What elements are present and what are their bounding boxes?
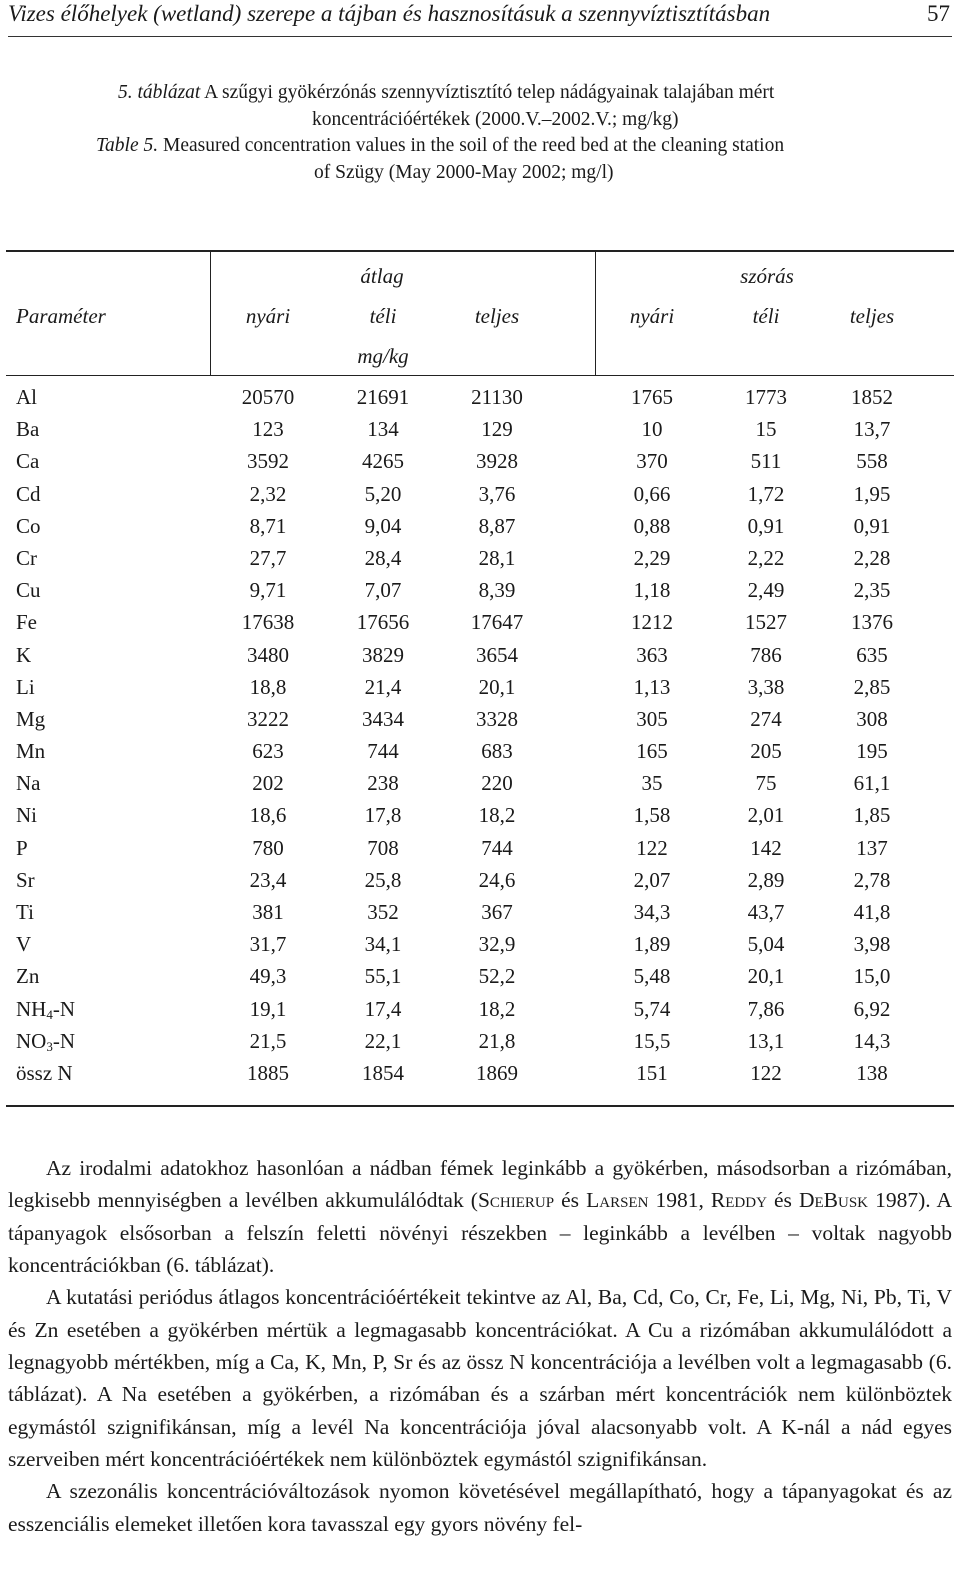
row-parameter: Mg (16, 706, 46, 731)
paragraph-3: A szezonális koncentrációváltozások nyomon követésével megállapítható, hogy a tápanyagokat és az esszenciális elemeket illetően kora tavasszal egy gyors növény fel- (8, 1479, 952, 1536)
paragraph-2: A kutatási periódus átlagos koncentrációértékeit tekintve az Al, Ba, Cd, Co, Cr, Fe, Li, Mg, Ni, Pb, Ti, V és Zn esetében a gyökérben mértük a legmagasabb koncentrációkat. A Cu a rizómában akkumulálódott a legnagyobb mértékben, míg a Ca, K, Mn, P, Sr és az össz N koncentrációja a levélben volt a legmagasabb (6. táblázat). A Na esetében a gyökérben, a rizómában és a szárban mért koncentrációk nem különböztek egymástól szignifikánsan, míg a levél Na koncentrációja jóval alacsonyabb volt. A K-nál a nád egyes szerveiben mért koncentrációértékek nem különböztek egymástól szignifikánsan. (8, 1285, 952, 1472)
row-parameter: $NH_4-N$ (16, 996, 76, 1022)
table-row (0, 865, 960, 897)
cell-sd-total: 13,7 (853, 417, 891, 442)
cell-mean-winter: 25,8 (364, 867, 402, 892)
cell-mean-summer: 780 (252, 835, 284, 860)
cell-mean-winter: 134 (367, 417, 399, 442)
cell-sd-total: 0,91 (853, 513, 891, 538)
cell-sd-total: 1,95 (853, 481, 891, 506)
cell-sd-winter: 3,38 (747, 674, 785, 699)
cell-mean-total: 220 (481, 771, 513, 796)
table-row (0, 672, 960, 704)
table-row (0, 1026, 960, 1058)
cell-sd-total: 14,3 (853, 1028, 891, 1053)
cell-sd-summer: 370 (636, 449, 668, 474)
cell-sd-winter: 1,72 (747, 481, 785, 506)
cell-sd-winter: 274 (750, 706, 782, 731)
cell-mean-total: 8,39 (478, 578, 516, 603)
table-row (0, 640, 960, 672)
cell-sd-total: 308 (856, 706, 888, 731)
cell-mean-total: 683 (481, 739, 513, 764)
cell-sd-winter: 2,89 (747, 867, 785, 892)
cell-mean-summer: 49,3 (249, 964, 287, 989)
cell-sd-winter: 20,1 (747, 964, 785, 989)
cell-mean-winter: 9,04 (364, 513, 402, 538)
table-row (0, 1058, 960, 1090)
row-parameter: Mn (16, 739, 46, 764)
cell-mean-total: 32,9 (478, 932, 516, 957)
page-header (8, 0, 952, 37)
cell-mean-winter: 7,07 (364, 578, 402, 603)
cell-sd-summer: 2,29 (633, 545, 671, 570)
cell-sd-total: 15,0 (853, 964, 891, 989)
row-parameter: P (16, 835, 28, 860)
cell-mean-winter: 28,4 (364, 545, 402, 570)
cell-sd-winter: 142 (750, 835, 782, 860)
cell-sd-summer: 165 (636, 739, 668, 764)
cell-sd-winter: 511 (750, 449, 782, 474)
cell-mean-winter: 3434 (362, 706, 404, 731)
cell-mean-total: 52,2 (478, 964, 516, 989)
cell-mean-summer: 31,7 (249, 932, 287, 957)
cell-mean-summer: 123 (252, 417, 284, 442)
cell-mean-winter: 238 (367, 771, 399, 796)
cell-sd-winter: 15 (755, 417, 777, 442)
row-parameter: Li (16, 674, 35, 699)
cell-mean-winter: 55,1 (364, 964, 402, 989)
row-parameter: Cu (16, 578, 41, 603)
cell-sd-summer: 0,88 (633, 513, 671, 538)
cell-sd-summer: 1765 (631, 385, 673, 409)
cell-sd-summer: 2,07 (633, 867, 671, 892)
cell-sd-winter: 2,01 (747, 803, 785, 828)
cell-mean-total: 744 (481, 835, 513, 860)
cell-sd-winter: 43,7 (747, 900, 785, 924)
cell-sd-summer: 305 (636, 706, 668, 731)
table-row (0, 414, 960, 446)
cell-sd-winter: 75 (755, 771, 777, 796)
citation-author: Reddy (710, 1188, 767, 1213)
cell-mean-winter: 352 (367, 900, 399, 924)
row-parameter: V (16, 932, 32, 957)
cell-sd-total: 1,85 (853, 803, 891, 828)
cell-mean-total: 24,6 (478, 867, 516, 892)
table-row (0, 736, 960, 768)
citation-author: DeBusk (798, 1188, 869, 1213)
row-parameter: Ca (16, 449, 40, 474)
table-row (0, 446, 960, 478)
cell-sd-total: 1852 (851, 385, 893, 409)
cell-sd-total: 635 (856, 642, 888, 667)
cell-sd-total: 2,85 (853, 674, 891, 699)
cell-mean-summer: 2,32 (249, 481, 287, 506)
cell-sd-summer: 15,5 (633, 1028, 671, 1053)
cell-mean-summer: 19,1 (249, 996, 287, 1021)
cell-sd-summer: 0,66 (633, 481, 671, 506)
cell-sd-summer: 34,3 (633, 900, 671, 924)
cell-mean-total: 3,76 (478, 481, 516, 506)
table-row (0, 768, 960, 800)
cell-mean-summer: 202 (252, 771, 284, 796)
cell-mean-winter: 21691 (356, 385, 410, 409)
row-parameter: Na (16, 771, 41, 796)
cell-mean-winter: 744 (367, 739, 399, 764)
row-parameter: Ba (16, 417, 40, 442)
row-parameter: Fe (16, 610, 37, 635)
cell-mean-total: 3654 (476, 642, 518, 667)
cell-sd-total: 558 (856, 449, 888, 474)
row-parameter: Co (16, 513, 41, 538)
row-parameter: Cr (16, 545, 37, 570)
row-parameter: $NO_3-N$ (16, 1028, 76, 1054)
caption-text-hu-line1: A szűgyi gyökérzónás szennyvíztisztító telep nádágyainak talajában mért (204, 82, 775, 103)
cell-mean-total: 18,2 (478, 803, 516, 828)
header-parameter: Paraméter (16, 304, 106, 328)
cell-mean-summer: 3480 (247, 642, 289, 667)
cell-sd-total: 1376 (851, 610, 893, 635)
cell-sd-total: 138 (856, 1060, 888, 1085)
table-row (0, 800, 960, 832)
cell-mean-total: 18,2 (478, 996, 516, 1021)
header-mean-winter: téli (369, 304, 397, 328)
page-number: 57 (927, 1, 950, 26)
cell-mean-winter: 17,4 (364, 996, 402, 1021)
table-row (0, 607, 960, 639)
cell-mean-winter: 3829 (362, 642, 404, 667)
cell-mean-total: 129 (481, 417, 513, 442)
table-top-rule (6, 250, 954, 252)
cell-mean-summer: 623 (252, 739, 284, 764)
table-row (0, 897, 960, 929)
caption-label-hu: 5. táblázat (118, 82, 201, 103)
cell-sd-summer: 122 (636, 835, 668, 860)
table-row (0, 382, 960, 414)
citation-author: Larsen (586, 1188, 649, 1213)
cell-mean-total: 3928 (476, 449, 518, 474)
cell-sd-winter: 2,49 (747, 578, 785, 603)
header-mean-total: teljes (474, 304, 520, 328)
cell-sd-total: 137 (856, 835, 888, 860)
cell-sd-summer: 1,89 (633, 932, 671, 957)
table-vertical-rule-middle (595, 251, 596, 375)
cell-mean-summer: 20570 (241, 385, 295, 409)
table-row (0, 543, 960, 575)
paragraph-1: Az irodalmi adatokhoz hasonlóan a nádban fémek leginkább a gyökérben, másodsorban a rizómában, legkisebb mennyiségben a levélben akkumulálódtak (Schierup és Larsen 1981, Reddy és DeBusk 1987). A tápanyagok elsősorban a felszín feletti növényi részekben – leginkább a levélben – voltak nagyobb koncentrációkban (6. táblázat). (8, 1156, 953, 1278)
cell-mean-winter: 22,1 (364, 1028, 402, 1053)
cell-mean-winter: 34,1 (364, 932, 402, 957)
cell-sd-winter: 1527 (745, 610, 787, 635)
cell-mean-total: 21130 (471, 385, 523, 409)
cell-mean-summer: 3222 (247, 706, 289, 731)
table-header-rule (6, 375, 954, 376)
cell-sd-winter: 2,22 (747, 545, 785, 570)
cell-mean-winter: 21,4 (364, 674, 402, 699)
cell-mean-summer: 27,7 (249, 545, 287, 570)
cell-sd-summer: 1,58 (633, 803, 671, 828)
cell-sd-summer: 1,18 (633, 578, 671, 603)
row-parameter: Cd (16, 481, 41, 506)
cell-sd-winter: 7,86 (747, 996, 785, 1021)
cell-sd-winter: 205 (750, 739, 782, 764)
row-parameter: Al (16, 385, 37, 409)
cell-mean-summer: 18,6 (249, 803, 287, 828)
caption-label-en: Table 5. (96, 135, 159, 156)
cell-sd-summer: 35 (641, 771, 663, 796)
table-caption-hungarian (96, 80, 886, 133)
cell-sd-total: 2,78 (853, 867, 891, 892)
row-parameter: Sr (16, 867, 35, 892)
caption-text-hu-line2: koncentrációértékek (2000.V.–2002.V.; mg/kg) (312, 108, 679, 130)
cell-mean-total: 1869 (476, 1060, 518, 1085)
table-row (0, 479, 960, 511)
cell-sd-summer: 5,74 (633, 996, 671, 1021)
header-sd-total: teljes (849, 304, 895, 328)
cell-sd-total: 2,35 (853, 578, 891, 603)
cell-sd-summer: 10 (641, 417, 663, 442)
header-sd-summer: nyári (629, 304, 675, 328)
table-vertical-rule-left (210, 251, 211, 375)
cell-mean-summer: 1885 (247, 1060, 289, 1085)
cell-sd-winter: 786 (750, 642, 782, 667)
cell-sd-winter: 1773 (745, 385, 787, 409)
cell-mean-winter: 1854 (362, 1060, 404, 1085)
cell-sd-winter: 13,1 (747, 1028, 785, 1053)
table-row (0, 961, 960, 993)
caption-text-en-line1: Measured concentration values in the soil of the reed bed at the cleaning station (163, 135, 785, 156)
cell-sd-summer: 5,48 (633, 964, 671, 989)
body-text (8, 1152, 952, 1540)
cell-mean-summer: 17638 (241, 610, 295, 635)
cell-mean-winter: 4265 (362, 449, 404, 474)
cell-mean-summer: 9,71 (249, 578, 287, 603)
table-bottom-rule (6, 1105, 954, 1107)
table-row (0, 994, 960, 1026)
cell-sd-total: 2,28 (853, 545, 891, 570)
cell-mean-total: 367 (481, 900, 513, 924)
cell-sd-summer: 363 (636, 642, 668, 667)
cell-mean-total: 3328 (476, 706, 518, 731)
cell-mean-winter: 17656 (356, 610, 410, 635)
table-caption-english (96, 133, 886, 186)
table-row (0, 833, 960, 865)
caption-text-en-line2: of Szügy (May 2000-May 2002; mg/l) (314, 161, 614, 183)
cell-sd-summer: 151 (636, 1060, 668, 1085)
cell-mean-summer: 3592 (247, 449, 289, 474)
cell-mean-total: 28,1 (478, 545, 516, 570)
header-sd-winter: téli (752, 304, 780, 328)
cell-sd-winter: 5,04 (747, 932, 785, 957)
cell-mean-summer: 23,4 (249, 867, 287, 892)
citation-author: Schierup (477, 1188, 555, 1213)
cell-sd-total: 41,8 (853, 900, 891, 924)
cell-mean-winter: 17,8 (364, 803, 402, 828)
header-mean-summer: nyári (245, 304, 291, 328)
table-body (0, 382, 960, 1090)
header-unit: mg/kg (357, 344, 409, 368)
cell-mean-total: 17647 (470, 610, 524, 635)
cell-sd-winter: 0,91 (747, 513, 785, 538)
cell-mean-summer: 8,71 (249, 513, 287, 538)
table-row (0, 704, 960, 736)
cell-mean-total: 21,8 (478, 1028, 516, 1053)
row-parameter: össz N (16, 1060, 73, 1085)
cell-sd-total: 61,1 (853, 771, 891, 796)
cell-mean-summer: 21,5 (249, 1028, 287, 1053)
row-parameter: K (16, 642, 32, 667)
cell-mean-total: 8,87 (478, 513, 516, 538)
cell-sd-total: 195 (856, 739, 888, 764)
running-title: Vizes élőhelyek (wetland) szerepe a tájban és hasznosításuk a szennyvíztisztításban (8, 1, 771, 26)
row-parameter: Zn (16, 964, 40, 989)
row-parameter: Ni (16, 803, 37, 828)
cell-mean-winter: 5,20 (364, 481, 402, 506)
row-parameter: Ti (16, 900, 34, 924)
cell-mean-summer: 381 (252, 900, 284, 924)
table-row (0, 575, 960, 607)
cell-sd-summer: 1,13 (633, 674, 671, 699)
cell-sd-total: 3,98 (853, 932, 891, 957)
cell-sd-total: 6,92 (853, 996, 891, 1021)
cell-mean-total: 20,1 (478, 674, 516, 699)
table-row (0, 511, 960, 543)
cell-sd-winter: 122 (750, 1060, 782, 1085)
cell-mean-summer: 18,8 (249, 674, 287, 699)
header-group-sd: szórás (740, 264, 794, 288)
table-row (0, 929, 960, 961)
header-group-mean: átlag (360, 264, 404, 288)
cell-sd-summer: 1212 (631, 610, 673, 635)
cell-mean-winter: 708 (367, 835, 399, 860)
